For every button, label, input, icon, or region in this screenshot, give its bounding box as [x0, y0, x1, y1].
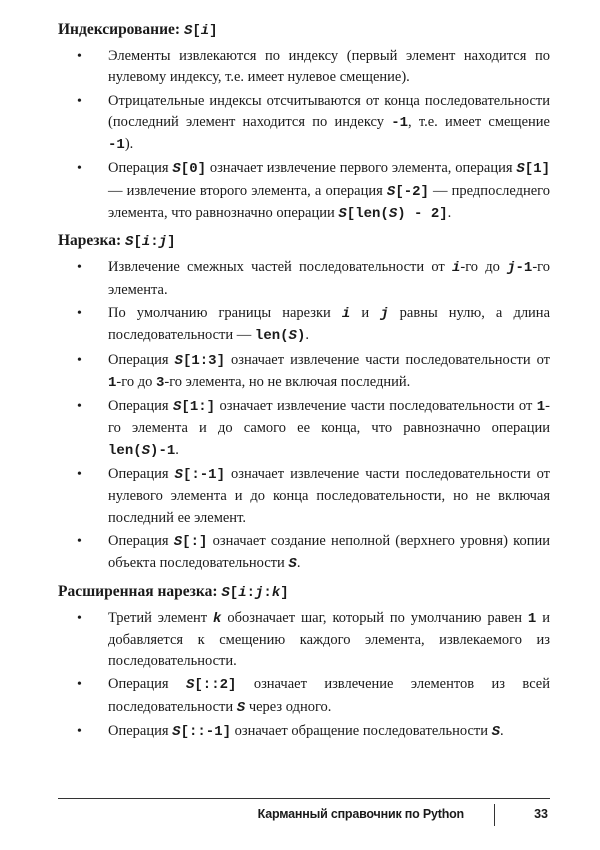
- list-item: [58, 350, 550, 395]
- item-text: Операция: [108, 398, 173, 415]
- section-heading: [58, 229, 550, 254]
- page-footer: [58, 806, 550, 826]
- item-text: -го элемента.: [108, 259, 550, 298]
- bullet-icon: •: [77, 399, 82, 415]
- bullet-list: [58, 257, 550, 575]
- bullet-icon: •: [77, 305, 82, 321]
- item-text: .: [296, 555, 301, 572]
- inline-code: len(S)-1: [108, 442, 176, 459]
- item-text: означает создание неполной (верхнего уровня) копии объекта последовательности: [108, 532, 550, 572]
- heading-text: Нарезка:: [58, 232, 122, 250]
- bullet-icon: •: [77, 49, 82, 64]
- bullet-icon: •: [77, 533, 82, 549]
- inline-code: i: [451, 260, 461, 277]
- heading-text: Индексирование:: [58, 21, 181, 38]
- bullet-list: [58, 608, 550, 744]
- section-heading: [58, 580, 550, 605]
- item-text: Операция: [108, 676, 186, 693]
- section-0: [58, 18, 550, 225]
- item-text: через одного.: [245, 698, 332, 715]
- item-text: означает извлечение первого элемента, операция: [206, 160, 517, 177]
- inline-code: S[1:3]: [174, 352, 225, 369]
- item-text: означает извлечение части последовательности от: [224, 351, 550, 368]
- inline-code: i: [341, 305, 351, 322]
- heading-code: S[i]: [183, 23, 218, 39]
- item-text: Элементы извлекаются по индексу (первый элемент находится по нулевому индексу, т.е. имеет нулевое смещение).: [108, 48, 550, 86]
- heading-text: Расширенная нарезка:: [58, 582, 218, 600]
- item-text: , т.е. имеет смещение: [408, 113, 550, 130]
- inline-code: 3: [155, 374, 165, 391]
- list-item: [58, 531, 550, 576]
- list-item: [58, 464, 550, 529]
- inline-code: S[-2]: [386, 183, 429, 200]
- item-text: Операция: [108, 160, 173, 177]
- inline-code: 1: [536, 399, 546, 416]
- item-text: -го до: [460, 259, 508, 276]
- item-text: .: [305, 327, 309, 344]
- inline-code: S[:-1]: [174, 467, 225, 484]
- inline-code: S[0]: [172, 161, 206, 178]
- inline-code: 1: [108, 374, 117, 391]
- item-text: означает извлечение элементов из всей последовательности: [108, 676, 550, 715]
- item-text: Операция: [108, 351, 175, 368]
- inline-code: S: [236, 699, 246, 716]
- section-1: [58, 229, 550, 575]
- bullet-icon: •: [77, 467, 82, 483]
- bullet-list: [58, 46, 550, 225]
- item-text: Операция: [108, 532, 174, 549]
- item-text: -го элемента и до самого ее конца, что равнозначно операции: [108, 398, 551, 437]
- item-text: -го до: [116, 373, 156, 390]
- bullet-icon: •: [77, 93, 82, 109]
- inline-code: S[len(S) - 2]: [338, 206, 448, 223]
- item-text: .: [447, 205, 452, 222]
- item-text: По умолчанию границы нарезки: [108, 304, 342, 321]
- item-text: .: [175, 441, 179, 458]
- item-text: — предпоследнего элемента, что равнозначно операции: [108, 182, 550, 222]
- inline-code: S: [288, 556, 297, 573]
- inline-code: S[::-1]: [172, 724, 232, 741]
- bullet-icon: •: [77, 677, 82, 693]
- inline-code: j: [380, 305, 389, 322]
- list-item: [58, 46, 550, 89]
- item-text: — извлечение второго элемента, а операция: [108, 182, 387, 199]
- item-text: Операция: [108, 723, 173, 740]
- list-item: [58, 721, 550, 743]
- inline-code: k: [213, 610, 222, 627]
- item-text: означает обращение последовательности: [231, 723, 492, 740]
- list-item: [58, 608, 550, 673]
- inline-code: -1: [391, 114, 409, 131]
- item-text: Отрицательные индексы отсчитываются от конца последовательности (последний элемент находится по индексу: [108, 92, 550, 130]
- item-text: обозначает шаг, который по умолчанию равен: [221, 609, 528, 626]
- inline-code: S[1:]: [173, 399, 216, 416]
- heading-code: S[i:j:k]: [221, 584, 289, 601]
- bullet-icon: •: [77, 260, 82, 276]
- item-text: -го элемента, но не включая последний.: [164, 373, 411, 390]
- list-item: [58, 257, 550, 301]
- section-heading: [58, 18, 550, 43]
- list-item: [58, 158, 550, 225]
- inline-code: -1: [108, 137, 125, 154]
- bullet-icon: •: [77, 352, 82, 368]
- item-text: ).: [124, 136, 134, 153]
- inline-code: len(S): [254, 328, 306, 345]
- bullet-icon: •: [77, 161, 82, 177]
- list-item: [58, 303, 550, 348]
- list-item: [58, 674, 550, 719]
- item-text: и: [350, 304, 381, 321]
- inline-code: S: [491, 724, 501, 741]
- item-text: и добавляется к смещению каждого элемента, извлекаемого из последовательности.: [108, 609, 550, 670]
- inline-code: S[1]: [516, 161, 550, 178]
- item-text: означает извлечение части последовательности от: [215, 398, 537, 415]
- page-body: [58, 14, 550, 745]
- inline-code: S[::2]: [185, 677, 237, 694]
- section-2: [58, 580, 550, 744]
- item-text: Третий элемент: [108, 609, 214, 626]
- footer-rule: [58, 798, 550, 799]
- inline-code: 1: [527, 610, 537, 627]
- inline-code: j-1: [507, 260, 533, 277]
- list-item: [58, 91, 550, 157]
- page-number: 33: [534, 807, 548, 821]
- inline-code: S[:]: [173, 533, 208, 550]
- heading-code: S[i:j]: [125, 234, 176, 251]
- list-item: [58, 396, 550, 462]
- bullet-icon: •: [77, 724, 82, 740]
- item-text: означает извлечение части последовательности от нулевого элемента и до конца последовательности, но не включая последний ее элемент.: [108, 466, 550, 526]
- item-text: равны нулю, а длина последовательности —: [108, 304, 551, 344]
- item-text: Извлечение смежных частей последовательности от: [108, 259, 452, 276]
- footer-separator: [494, 804, 495, 826]
- bullet-icon: •: [77, 610, 82, 626]
- book-title: Карманный справочник по Python: [257, 807, 464, 821]
- item-text: .: [500, 723, 504, 740]
- item-text: Операция: [108, 466, 175, 483]
